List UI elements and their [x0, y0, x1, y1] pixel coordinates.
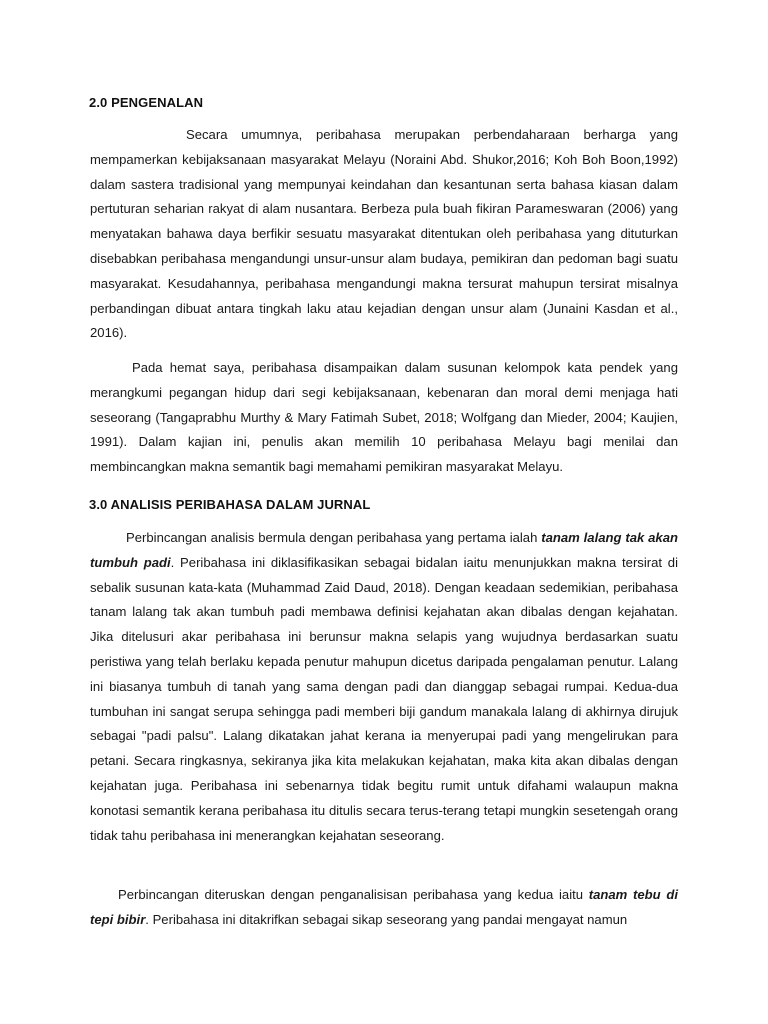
proverb-tanam-tebu: tanam tebu di tepi bibir — [90, 887, 678, 927]
intro-paragraph-2: Pada hemat saya, peribahasa disampaikan dalam susunan kelompok kata pendek yang merangkumi pegangan hidup dari segi kebijaksanaan, kebenaran dan moral demi menjaga hati seseorang (Tangaprabhu Murthy & Mary Fatimah Subet, 2018; Wolfgang dan Mieder, 2004; Kaujien, 1991). Dalam kajian ini, penulis akan memilih 10 peribahasa Melayu bagi menilai dan membincangkan makna semantik bagi memahami pemikiran masyarakat Melayu. — [90, 360, 678, 475]
analysis-paragraph-2 — [90, 883, 678, 933]
proverb-tanam-lalang: tanam lalang tak akan tumbuh padi — [90, 530, 678, 570]
analysis-paragraph-2-lead: Perbincangan diteruskan dengan penganalisisan peribahasa yang kedua iaitu — [118, 887, 589, 902]
section-heading-analysis: 3.0 ANALISIS PERIBAHASA DALAM JURNAL — [89, 497, 371, 512]
intro-paragraph-1: Secara umumnya, peribahasa merupakan perbendaharaan berharga yang mempamerkan kebijaksanaan masyarakat Melayu (Noraini Abd. Shukor,2016; Koh Boh Boon,1992) dalam sastera tradisional yang mempunyai keindahan dan kesantunan serta bahasa kiasan dalam pertuturan seharian rakyat di alam nusantara. Berbeza pula buah fikiran Parameswaran (2006) yang menyatakan bahawa daya berfikir sesuatu masyarakat ditentukan oleh peribahasa yang dituturkan disebabkan peribahasa mengandungi unsur-unsur alam budaya, pemikiran dan pedoman bagi suatu masyarakat. Kesudahannya, peribahasa mengandungi makna tersurat mahupun tersirat misalnya perbandingan dibuat antara tingkah laku atau kejadian dengan unsur alam (Junaini Kasdan et al., 2016). — [90, 127, 678, 341]
analysis-paragraph-1-body: . Peribahasa ini diklasifikasikan sebagai bidalan iaitu menunjukkan makna tersirat di sebalik susunan kata-kata (Muhammad Zaid Daud, 2018). Dengan keadaan sedemikian, peribahasa tanam lalang tak akan tumbuh padi membawa definisi kejahatan akan dibalas dengan kejahatan. Jika ditelusuri akar peribahasa ini berunsur makna selapis yang wujudnya berdasarkan suatu peristiwa yang telah berlaku kepada penutur mahupun dicetus daripada pengalaman penutur. Lalang ini biasanya tumbuh di tanah yang sama dengan padi dan dianggap sebagai rumpai. Kedua-dua tumbuhan ini sangat serupa sehingga padi memberi biji gandum manakala lalang di akhirnya dirujuk sebagai "padi palsu". Lalang dikatakan jahat kerana ia menyerupai padi yang mengelirukan para petani. Secara ringkasnya, sekiranya jika kita melakukan kejahatan, maka kita akan dibalas dengan kejahatan juga. Peribahasa ini sebenarnya tidak begitu rumit untuk difahami walaupun makna konotasi semantik kerana peribahasa itu ditulis secara terus-terang tetapi mungkin sesetengah orang tidak tahu peribahasa ini menerangkan kejahatan seseorang. — [90, 554, 678, 843]
analysis-paragraph-1-lead: Perbincangan analisis bermula dengan peribahasa yang pertama ialah — [126, 530, 542, 545]
section-heading-introduction: 2.0 PENGENALAN — [89, 95, 204, 110]
analysis-paragraph-1 — [90, 526, 678, 848]
analysis-paragraph-2-body: . Peribahasa ini ditakrifkan sebagai sikap seseorang yang pandai mengayat namun — [145, 911, 628, 927]
